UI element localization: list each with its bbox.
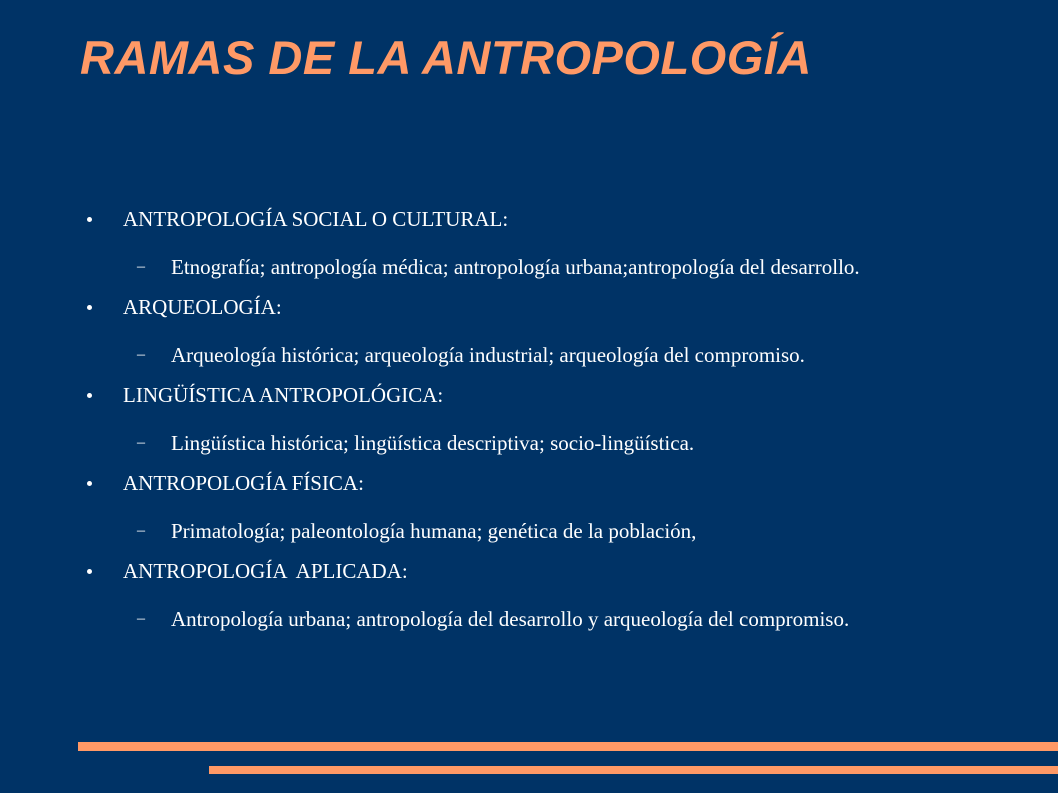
- bullet-list: [84, 206, 984, 646]
- dash-icon: –: [137, 522, 145, 539]
- section-heading: [84, 558, 984, 584]
- dash-icon: –: [137, 610, 145, 627]
- bullet-dot-icon: [87, 481, 92, 486]
- section-heading: [84, 206, 984, 232]
- bullet-dot-icon: [87, 305, 92, 310]
- section-detail-text: Primatología; paleontología humana; genética de la población,: [171, 519, 697, 543]
- section-heading-text: ANTROPOLOGÍA SOCIAL O CULTURAL:: [123, 207, 509, 231]
- section-heading-text: ARQUEOLOGÍA:: [123, 295, 282, 319]
- slide-title: RAMAS DE LA ANTROPOLOGÍA: [80, 31, 812, 84]
- section-detail: [84, 254, 984, 280]
- bullet-dot-icon: [87, 217, 92, 222]
- bullet-dot-icon: [87, 569, 92, 574]
- section-detail: [84, 430, 984, 456]
- section-heading-text: LINGÜÍSTICA ANTROPOLÓGICA:: [123, 383, 444, 407]
- accent-bar-top: [78, 742, 1058, 751]
- section-detail: [84, 342, 984, 368]
- dash-icon: –: [137, 346, 145, 363]
- section-detail: [84, 606, 984, 632]
- section-heading: [84, 470, 984, 496]
- section-heading-text: ANTROPOLOGÍA APLICADA:: [123, 559, 408, 583]
- accent-bar-bottom: [209, 766, 1058, 774]
- section-detail-text: Antropología urbana; antropología del desarrollo y arqueología del compromiso.: [171, 607, 850, 631]
- dash-icon: –: [137, 434, 145, 451]
- section-detail-text: Arqueología histórica; arqueología industrial; arqueología del compromiso.: [171, 343, 805, 367]
- section-heading-text: ANTROPOLOGÍA FÍSICA:: [123, 471, 364, 495]
- section-heading: [84, 382, 984, 408]
- bullet-dot-icon: [87, 393, 92, 398]
- dash-icon: –: [137, 258, 145, 275]
- section-heading: [84, 294, 984, 320]
- section-detail-text: Etnografía; antropología médica; antropología urbana;antropología del desarrollo.: [171, 255, 860, 279]
- section-detail: [84, 518, 984, 544]
- section-detail-text: Lingüística histórica; lingüística descriptiva; socio-lingüística.: [171, 431, 695, 455]
